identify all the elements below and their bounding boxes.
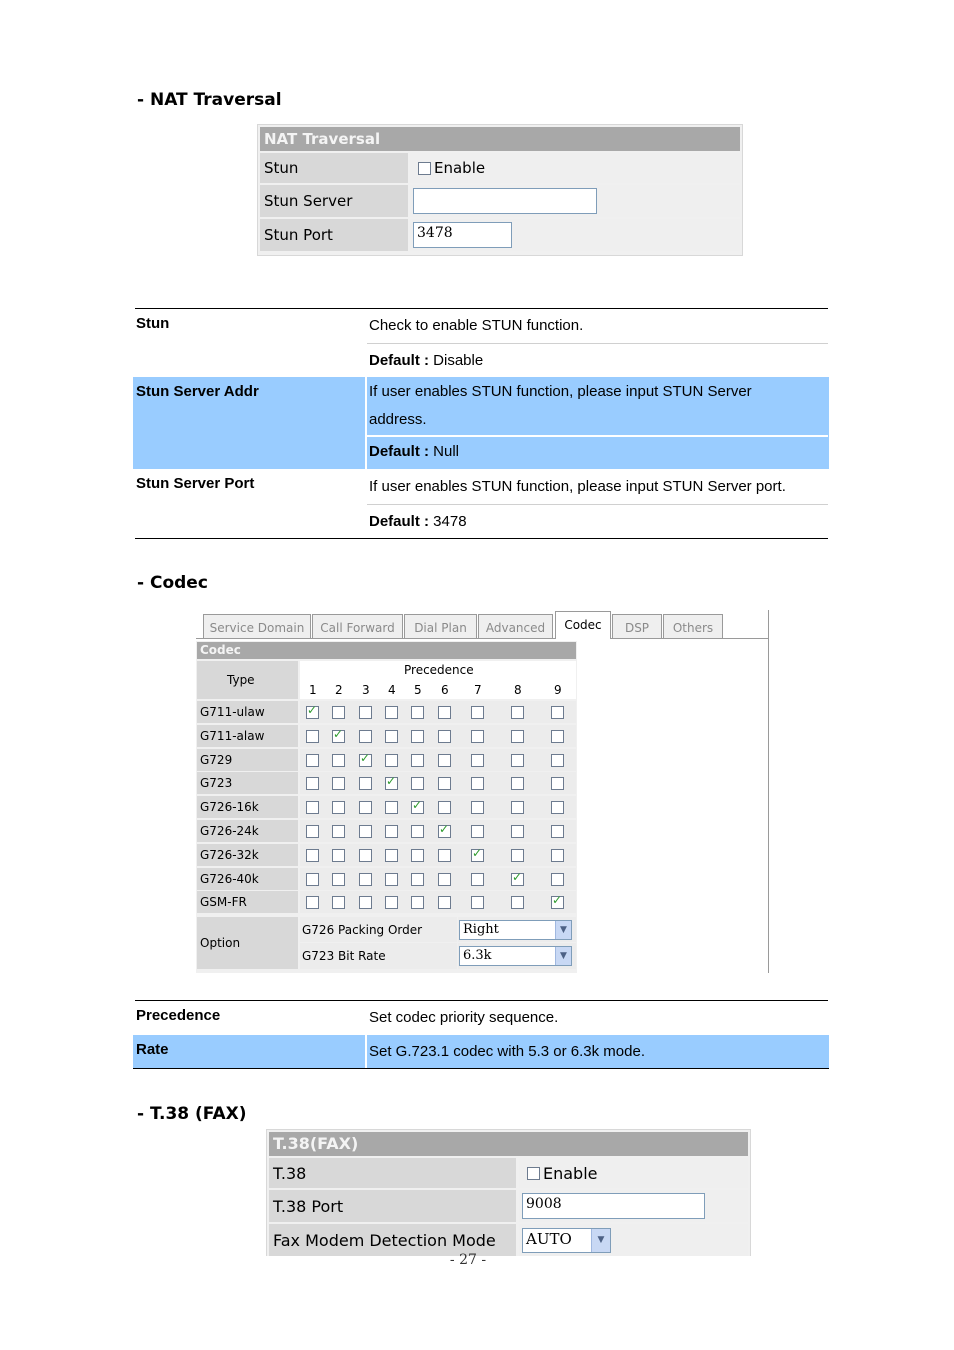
t38-port-row [269,1190,748,1222]
precedence-checkbox[interactable] [471,849,484,862]
precedence-checkbox[interactable] [511,873,524,886]
precedence-checkbox[interactable] [511,896,524,909]
codec-type-label: G723 [200,776,233,791]
section-heading-codec: - Codec [137,573,208,593]
precedence-checkbox[interactable] [471,730,484,743]
stun-port-row [260,219,740,251]
panel-title: NAT Traversal [260,127,740,151]
stun-server-row [260,185,740,217]
param-name: Rate [136,1041,169,1058]
t38-label: T.38 [269,1158,516,1188]
precedence-header: Precedence [404,663,474,677]
precedence-checkbox[interactable] [551,754,564,767]
t38-fax-panel [266,1129,751,1256]
precedence-checkbox[interactable] [471,896,484,909]
param-desc-cont: address. [369,411,427,428]
precedence-column-header: 6 [441,683,449,697]
tab-codec[interactable]: Codec [555,611,611,639]
precedence-checkbox[interactable] [359,873,372,886]
stun-enable-checkbox[interactable] [418,162,431,175]
stun-row [260,153,740,183]
tab-dsp[interactable]: DSP [612,614,662,638]
precedence-checkbox[interactable] [438,849,451,862]
param-desc: If user enables STUN function, please input STUN Server [369,383,752,400]
stun-port-input[interactable]: 3478 [413,222,512,248]
precedence-column-header: 8 [514,683,522,697]
precedence-column-header: 7 [474,683,482,697]
precedence-checkbox[interactable] [511,825,524,838]
precedence-checkbox[interactable] [471,706,484,719]
precedence-checkbox[interactable] [306,873,319,886]
bit-rate-select[interactable]: 6.3k ▼ [459,946,572,966]
codec-type-cell [197,725,298,747]
param-desc: Set G.723.1 codec with 5.3 or 6.3k mode. [369,1043,645,1060]
page-number: - 27 - [449,1252,487,1268]
precedence-checkbox[interactable] [471,777,484,790]
precedence-checkbox[interactable] [332,777,345,790]
chevron-down-icon: ▼ [555,947,571,965]
precedence-column-header: 2 [335,683,343,697]
codec-type-label: G726-24k [200,824,259,838]
table-row [133,377,829,469]
precedence-checkbox[interactable] [551,873,564,886]
type-header: Type [227,673,255,687]
table-row [133,1001,829,1034]
precedence-checkbox[interactable] [411,896,424,909]
precedence-checkbox[interactable] [385,777,398,790]
codec-panel [196,641,577,973]
precedence-checkbox[interactable] [551,801,564,814]
precedence-column-header: 3 [362,683,370,697]
precedence-checkbox[interactable] [411,730,424,743]
precedence-checkbox[interactable] [359,730,372,743]
precedence-checkbox[interactable] [385,849,398,862]
precedence-column-header: 9 [554,683,562,697]
precedence-checkbox[interactable] [306,825,319,838]
precedence-checkbox[interactable] [438,754,451,767]
nat-traversal-panel [257,124,743,256]
precedence-checkbox[interactable] [411,754,424,767]
option-row [197,917,298,969]
t38-port-label: T.38 Port [269,1190,516,1222]
param-name: Stun Server Port [136,475,255,492]
precedence-checkbox[interactable] [438,777,451,790]
chevron-down-icon: ▼ [555,921,571,939]
table-row [133,469,829,538]
option-label: Option [200,936,241,950]
codec-type-cell [197,844,298,866]
precedence-checkbox[interactable] [551,825,564,838]
codec-type-label: G729 [200,752,233,767]
precedence-checkbox[interactable] [359,777,372,790]
fax-mode-label: Fax Modem Detection Mode [269,1224,516,1256]
tab-dial-plan[interactable]: Dial Plan [404,614,477,638]
codec-type-label: G726-32k [200,847,259,862]
precedence-checkbox[interactable] [306,896,319,909]
precedence-checkbox[interactable] [471,825,484,838]
precedence-column-header: 4 [388,683,396,697]
precedence-checkbox[interactable] [511,849,524,862]
precedence-checkbox[interactable] [385,754,398,767]
precedence-checkbox[interactable] [411,849,424,862]
codec-type-cell [197,772,298,794]
precedence-checkbox[interactable] [551,849,564,862]
precedence-checkbox[interactable] [332,730,345,743]
precedence-checkbox[interactable] [551,706,564,719]
precedence-checkbox[interactable] [385,730,398,743]
table-bottom-rule [135,538,828,539]
precedence-checkbox[interactable] [385,873,398,886]
stun-server-input[interactable] [413,188,597,214]
packing-order-select[interactable]: Right ▼ [459,920,572,940]
precedence-checkbox[interactable] [438,873,451,886]
tab-call-forward[interactable]: Call Forward [312,614,403,638]
param-desc: Set codec priority sequence. [369,1009,559,1026]
enable-label: Enable [434,159,486,177]
section-heading-nat: - NAT Traversal [137,90,282,110]
precedence-checkbox[interactable] [551,896,564,909]
precedence-checkbox[interactable] [511,777,524,790]
precedence-checkbox[interactable] [306,777,319,790]
precedence-checkbox[interactable] [411,706,424,719]
precedence-checkbox[interactable] [551,777,564,790]
precedence-checkbox[interactable] [411,801,424,814]
codec-type-cell [197,749,298,771]
precedence-checkbox[interactable] [385,706,398,719]
t38-enable-checkbox[interactable] [527,1167,540,1180]
tab-advanced[interactable]: Advanced [478,614,553,638]
precedence-checkbox[interactable] [359,849,372,862]
precedence-checkbox[interactable] [306,730,319,743]
param-default: Default : Disable [369,352,484,369]
param-name: Precedence [136,1007,221,1024]
bit-rate-label: G723 Bit Rate [302,949,386,963]
table-row [133,309,829,377]
codec-type-label: G711-ulaw [200,705,265,719]
param-name: Stun Server Addr [136,383,259,400]
t38-row [269,1158,748,1188]
precedence-checkbox[interactable] [471,754,484,767]
stun-port-label: Stun Port [260,219,408,251]
precedence-checkbox[interactable] [411,873,424,886]
precedence-checkbox[interactable] [551,730,564,743]
param-desc: Check to enable STUN function. [369,317,584,334]
precedence-checkbox[interactable] [385,825,398,838]
packing-order-label: G726 Packing Order [302,923,423,937]
codec-type-label: G726-40k [200,871,259,886]
precedence-checkbox[interactable] [359,706,372,719]
codec-type-label: G711-alaw [200,728,265,743]
stun-label: Stun [260,153,408,183]
precedence-checkbox[interactable] [471,801,484,814]
stun-server-label: Stun Server [260,185,408,217]
table-row [133,1035,829,1068]
precedence-checkbox[interactable] [306,754,319,767]
precedence-checkbox[interactable] [411,777,424,790]
precedence-checkbox[interactable] [511,730,524,743]
precedence-checkbox[interactable] [385,896,398,909]
precedence-checkbox[interactable] [385,801,398,814]
param-default: Default : Null [369,443,460,460]
codec-type-cell [197,868,298,890]
codec-type-label: GSM-FR [200,895,247,910]
precedence-checkbox[interactable] [359,896,372,909]
panel-title: T.38(FAX) [269,1132,748,1156]
tab-service-domain[interactable]: Service Domain [203,614,311,638]
precedence-checkbox[interactable] [471,873,484,886]
codec-type-cell [197,820,298,842]
codec-type-cell [197,796,298,818]
precedence-checkbox[interactable] [332,873,345,886]
precedence-checkbox[interactable] [332,706,345,719]
param-desc: If user enables STUN function, please input STUN Server port. [369,478,786,495]
precedence-checkbox[interactable] [306,706,319,719]
codec-type-cell [197,891,298,913]
section-heading-t38: - T.38 (FAX) [137,1104,247,1124]
precedence-checkbox[interactable] [438,706,451,719]
precedence-checkbox[interactable] [511,706,524,719]
precedence-checkbox[interactable] [306,849,319,862]
precedence-checkbox[interactable] [438,825,451,838]
precedence-checkbox[interactable] [438,730,451,743]
precedence-checkbox[interactable] [306,801,319,814]
param-default: Default : 3478 [369,513,467,530]
precedence-checkbox[interactable] [511,801,524,814]
precedence-checkbox[interactable] [359,801,372,814]
codec-panel-title: Codec [197,642,576,659]
precedence-checkbox[interactable] [332,849,345,862]
codec-type-cell [197,701,298,723]
precedence-checkbox[interactable] [359,754,372,767]
table-bottom-rule [133,1068,829,1069]
precedence-checkbox[interactable] [332,825,345,838]
precedence-column-header: 1 [309,683,317,697]
t38-port-input[interactable]: 9008 [522,1193,705,1219]
tab-others[interactable]: Others [663,614,723,638]
precedence-column-header: 5 [414,683,422,697]
precedence-checkbox[interactable] [411,825,424,838]
param-name: Stun [136,315,170,332]
precedence-checkbox[interactable] [438,801,451,814]
precedence-checkbox[interactable] [359,825,372,838]
precedence-checkbox[interactable] [332,896,345,909]
precedence-checkbox[interactable] [438,896,451,909]
enable-label: Enable [543,1163,598,1183]
precedence-checkbox[interactable] [511,754,524,767]
precedence-checkbox[interactable] [332,754,345,767]
chevron-down-icon: ▼ [591,1229,610,1252]
codec-type-label: G726-16k [200,800,259,815]
fax-mode-select[interactable]: AUTO ▼ [522,1228,611,1253]
precedence-checkbox[interactable] [332,801,345,814]
